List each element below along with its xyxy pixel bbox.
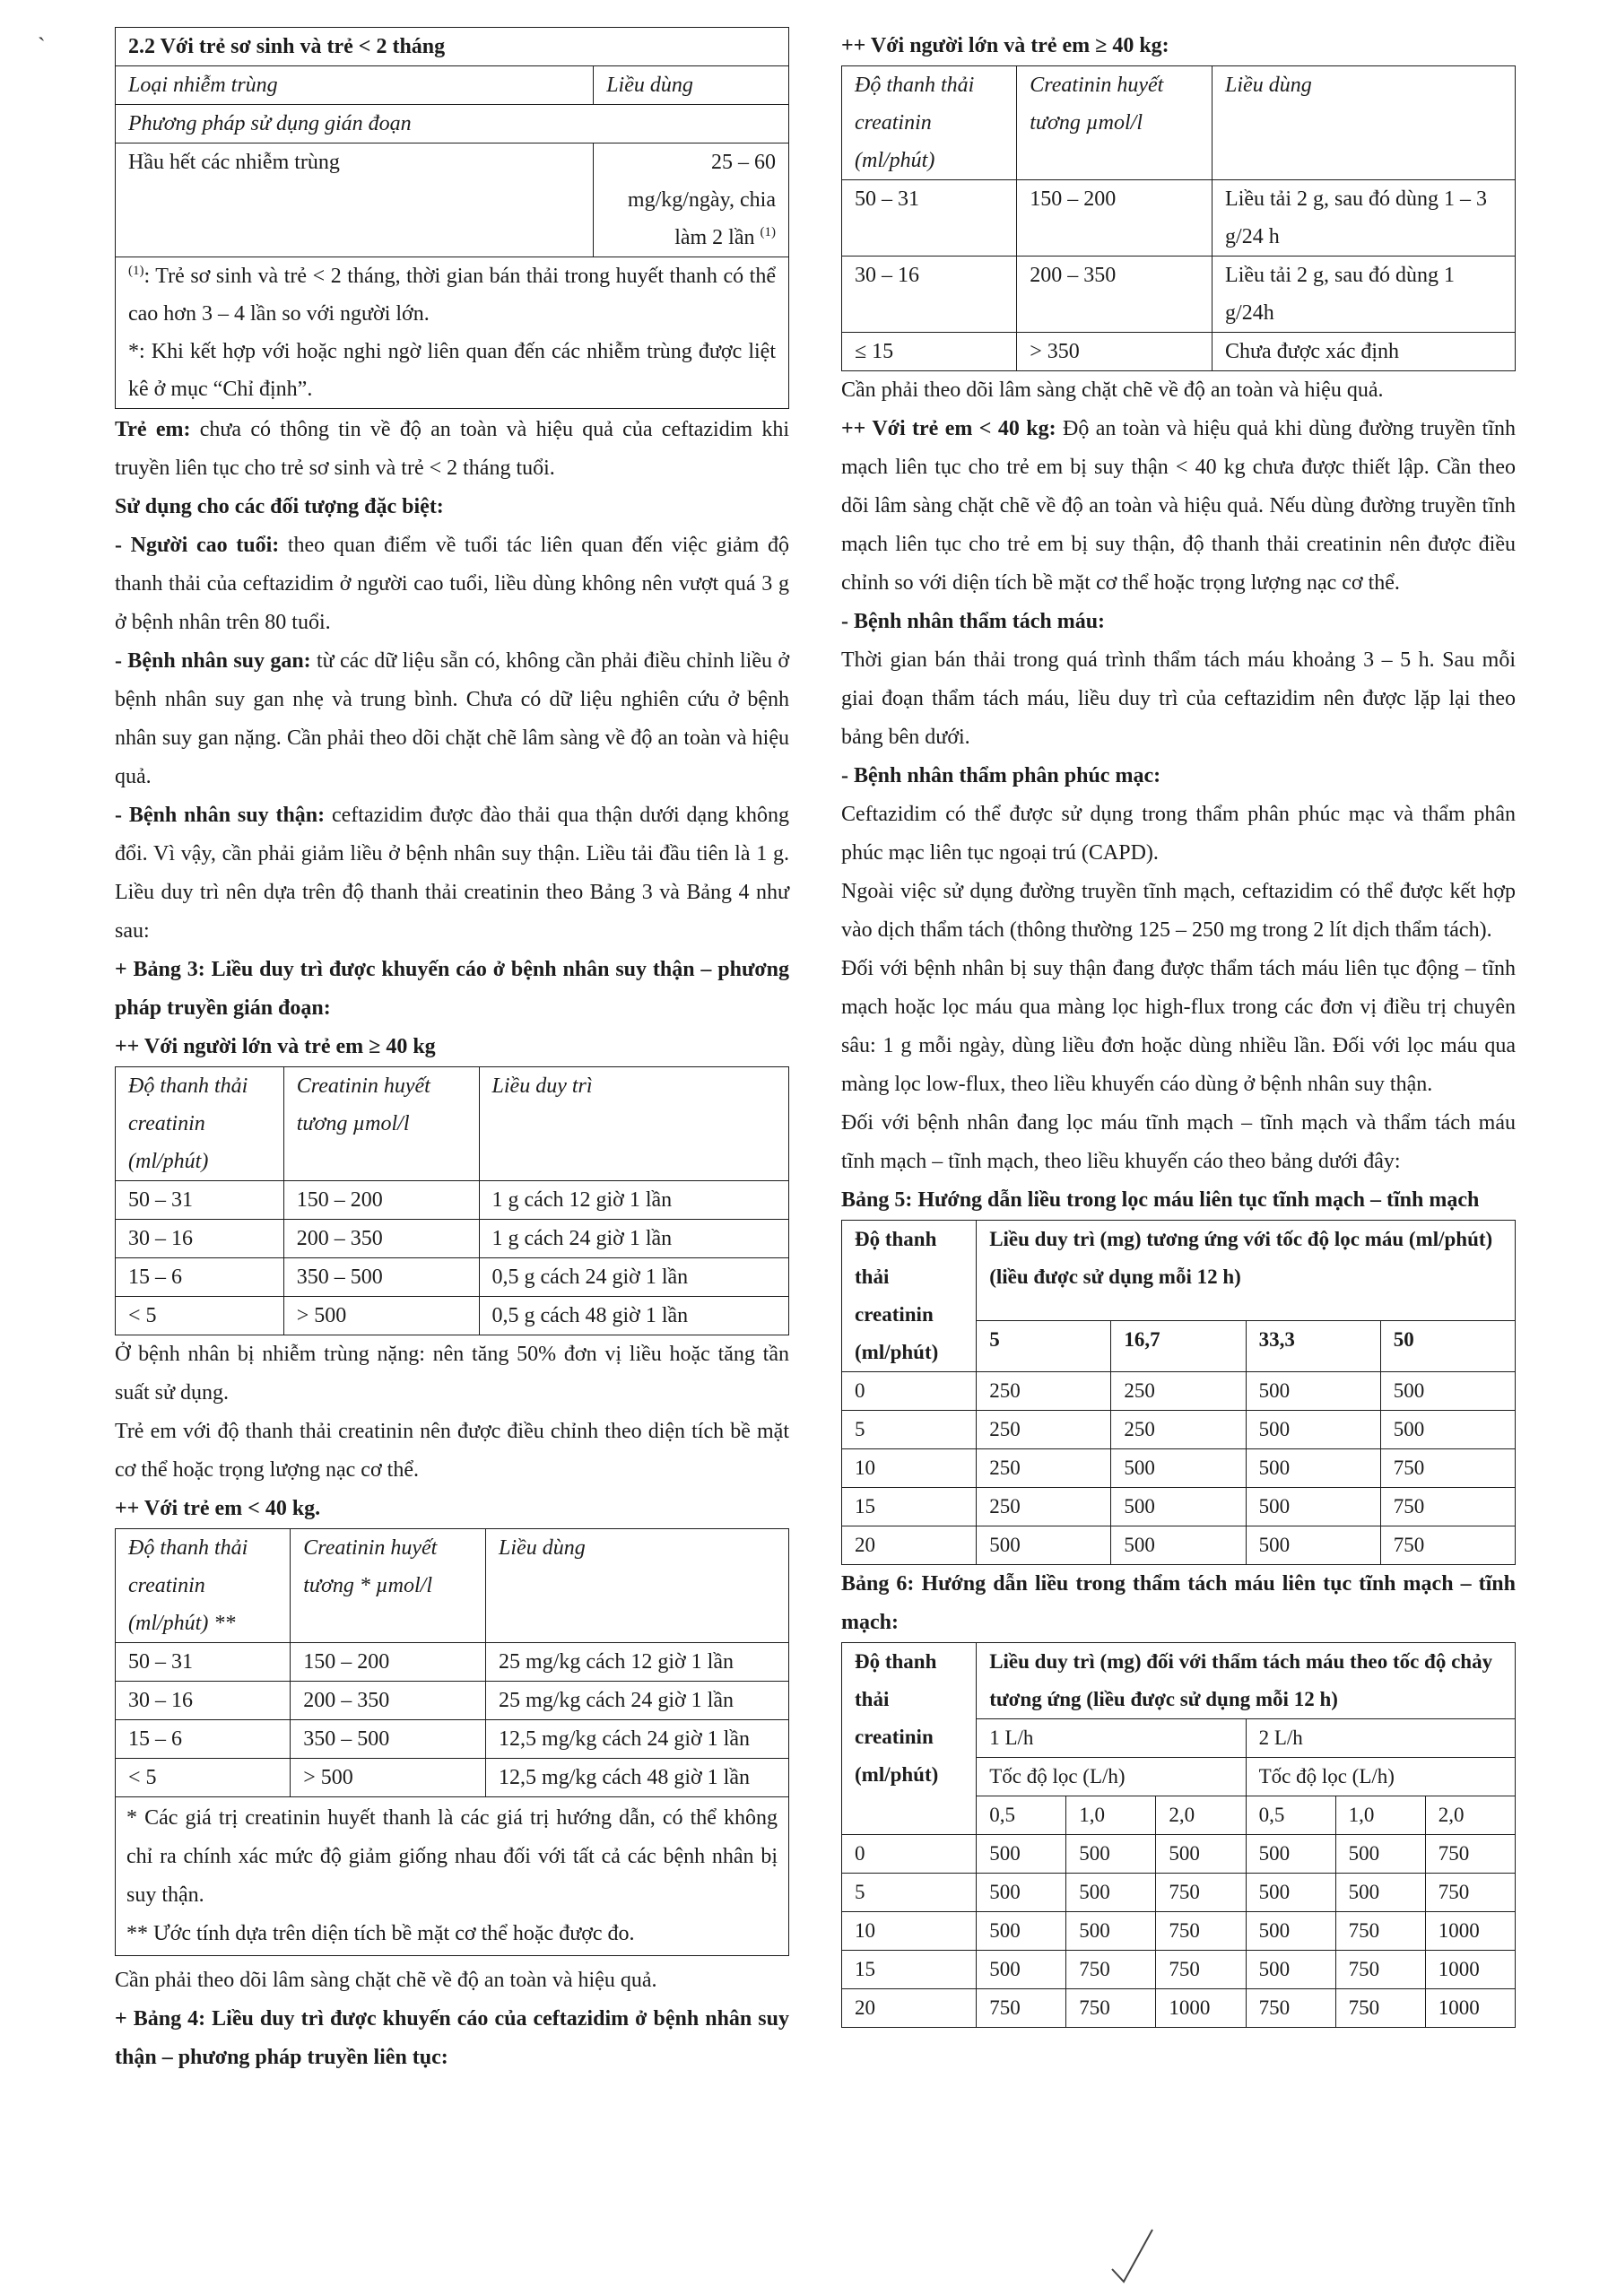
cell: 250 bbox=[977, 1372, 1111, 1411]
t6-header-dose: Liều duy trì (mg) đối với thẩm tách máu theo tốc độ chảy tương ứng (liều được sử dụng mỗi 12 h) bbox=[977, 1643, 1516, 1719]
peritoneal-text-1: Ceftazidim có thể được sử dụng trong thẩm phân phúc mạc và thẩm phân phúc mạc liên tục ngoại trú (CAPD). bbox=[841, 803, 1516, 865]
cell: 12,5 mg/kg cách 24 giờ 1 lần bbox=[486, 1720, 789, 1759]
cell: 500 bbox=[977, 1526, 1111, 1565]
cell: > 350 bbox=[1017, 333, 1213, 371]
cell: 750 bbox=[1425, 1874, 1515, 1912]
cell: 1 g cách 12 giờ 1 lần bbox=[479, 1181, 788, 1220]
cell: 25 mg/kg cách 12 giờ 1 lần bbox=[486, 1643, 789, 1682]
table-row bbox=[842, 1488, 1516, 1526]
table-row bbox=[842, 1372, 1516, 1411]
t3c-header-creatinine: Creatinin huyết tương * µmol/l bbox=[291, 1529, 486, 1643]
t6-col: 0,5 bbox=[977, 1796, 1066, 1835]
cell: 15 – 6 bbox=[116, 1258, 284, 1297]
severe-infection-note: Ở bệnh nhân bị nhiễm trùng nặng: nên tăng 50% đơn vị liều hoặc tăng tần suất sử dụng. bbox=[115, 1343, 789, 1405]
cell: 50 – 31 bbox=[842, 180, 1017, 257]
table-3-child-title: ++ Với trẻ em < 40 kg. bbox=[115, 1497, 321, 1520]
cell: 1000 bbox=[1156, 1989, 1246, 2028]
cell: 12,5 mg/kg cách 48 giờ 1 lần bbox=[486, 1759, 789, 1797]
cell: 30 – 16 bbox=[842, 257, 1017, 333]
cell: 20 bbox=[842, 1989, 977, 2028]
special-populations-title: Sử dụng cho các đối tượng đặc biệt: bbox=[115, 495, 444, 518]
peritoneal-text-2: Ngoài việc sử dụng đường truyền tĩnh mạch, ceftazidim có thể được kết hợp vào dịch thẩm tách (thông thường 125 – 250 mg trong 2 lít dịch thẩm tách). bbox=[841, 880, 1516, 942]
dose-footnote-ref: (1) bbox=[760, 225, 776, 239]
table-row bbox=[842, 1874, 1516, 1912]
cell: 750 bbox=[1335, 1951, 1425, 1989]
t5-col-rate: 5 bbox=[977, 1321, 1111, 1372]
table-3-title: + Bảng 3: Liều duy trì được khuyến cáo ở bệnh nhân suy thận – phương pháp truyền gián đoạn: bbox=[115, 958, 789, 1020]
cell: 500 bbox=[1156, 1835, 1246, 1874]
cell: 1 g cách 24 giờ 1 lần bbox=[479, 1220, 788, 1258]
t5-col-rate: 33,3 bbox=[1246, 1321, 1380, 1372]
cell: 500 bbox=[1246, 1526, 1380, 1565]
renal-label: - Bệnh nhân suy thận: bbox=[115, 804, 326, 827]
cell: 0,5 g cách 24 giờ 1 lần bbox=[479, 1258, 788, 1297]
t6-sub-rate-1: Tốc độ lọc (L/h) bbox=[977, 1758, 1246, 1796]
table-3-child-notes bbox=[115, 1797, 789, 1956]
table-row bbox=[116, 1220, 789, 1258]
table-5 bbox=[841, 1220, 1516, 1565]
cell: 500 bbox=[1335, 1835, 1425, 1874]
elderly-text: theo quan điểm về tuổi tác liên quan đến việc giảm độ thanh thải của ceftazidim ở người cao tuổi, liều dùng không nên vượt quá 3 g ở bệnh nhân trên 80 tuổi. bbox=[115, 534, 789, 634]
t6-sub-rate-2: Tốc độ lọc (L/h) bbox=[1246, 1758, 1515, 1796]
cell: 150 – 200 bbox=[1017, 180, 1213, 257]
t6-group-2lh: 2 L/h bbox=[1246, 1719, 1515, 1758]
t5-col-rate: 50 bbox=[1380, 1321, 1515, 1372]
cell: 500 bbox=[1246, 1372, 1380, 1411]
dose-line-3-text: làm 2 lần bbox=[674, 226, 755, 249]
cell: 750 bbox=[1246, 1989, 1335, 2028]
dose-cell bbox=[594, 144, 789, 257]
cell: 30 – 16 bbox=[116, 1220, 284, 1258]
intermittent-method: Phương pháp sử dụng gián đoạn bbox=[116, 105, 789, 144]
t6-col: 1,0 bbox=[1066, 1796, 1156, 1835]
cell: 200 – 350 bbox=[1017, 257, 1213, 333]
cell: 750 bbox=[1335, 1912, 1425, 1951]
t4a-header-creatinine: Creatinin huyết tương µmol/l bbox=[1017, 66, 1213, 180]
peritoneal-text-3: Đối với bệnh nhân bị suy thận đang được thẩm tách máu liên tục động – tĩnh mạch hoặc lọc máu qua màng lọc high-flux trong các đơn vị điều trị chuyên sâu: 1 g mỗi ngày, dùng liều đơn hoặc dùng nhiều lần. Đối với lọc máu qua màng lọc low-flux, theo liều khuyến cáo dùng ở bệnh nhân suy thận. bbox=[841, 957, 1516, 1096]
table-row bbox=[116, 1720, 789, 1759]
cell: 750 bbox=[977, 1989, 1066, 2028]
table-row bbox=[842, 1989, 1516, 2028]
children-paragraph bbox=[115, 411, 789, 488]
scan-mark: ` bbox=[38, 33, 46, 59]
t6-col: 0,5 bbox=[1246, 1796, 1335, 1835]
cell: 5 bbox=[842, 1874, 977, 1912]
child-continuous-text: Độ an toàn và hiệu quả khi dùng đường truyền tĩnh mạch liên tục cho trẻ em bị suy thận < 40 kg chưa được thiết lập. Cần theo dõi lâm sàng chặt chẽ về độ an toàn và hiệu quả. Nếu dùng đường truyền tĩnh mạch liên tục cho trẻ em bị suy thận, độ thanh thải creatinin nên được điều chỉnh so với diện tích bề mặt cơ thể hoặc trọng lượng nạc cơ thể. bbox=[841, 417, 1516, 595]
cell: 500 bbox=[1246, 1912, 1335, 1951]
hepatic-label: - Bệnh nhân suy gan: bbox=[115, 649, 311, 673]
cell: 500 bbox=[1246, 1835, 1335, 1874]
cell: ≤ 15 bbox=[842, 333, 1017, 371]
monitor-note: Cần phải theo dõi lâm sàng chặt chẽ về độ an toàn và hiệu quả. bbox=[115, 1969, 657, 1992]
cell: 500 bbox=[977, 1912, 1066, 1951]
neonate-notes bbox=[116, 257, 789, 409]
table-3-adult-title: ++ Với người lớn và trẻ em ≥ 40 kg bbox=[115, 1035, 436, 1058]
estimate-note: ** Ước tính dựa trên diện tích bề mặt cơ thể hoặc được đo. bbox=[126, 1922, 635, 1945]
dose-line-2: mg/kg/ngày, chia bbox=[627, 188, 776, 212]
cell: 15 – 6 bbox=[116, 1720, 291, 1759]
hemodialysis-text: Thời gian bán thải trong quá trình thẩm tách máu khoảng 3 – 5 h. Sau mỗi giai đoạn thẩm tách máu, liều duy trì của ceftazidim nên được lặp lại theo bảng bên dưới. bbox=[841, 648, 1516, 749]
t6-col: 2,0 bbox=[1425, 1796, 1515, 1835]
cell: 500 bbox=[1111, 1449, 1246, 1488]
t5-header-clearance: Độ thanh thải creatinin (ml/phút) bbox=[842, 1221, 977, 1372]
table-row bbox=[116, 1643, 789, 1682]
cell: < 5 bbox=[116, 1297, 284, 1335]
hepatic-paragraph bbox=[115, 642, 789, 796]
cell: 250 bbox=[977, 1411, 1111, 1449]
children-text: chưa có thông tin về độ an toàn và hiệu quả của ceftazidim khi truyền liên tục cho trẻ sơ sinh và trẻ < 2 tháng tuổi. bbox=[115, 418, 790, 480]
cell: 500 bbox=[1066, 1912, 1156, 1951]
cell: 0 bbox=[842, 1372, 977, 1411]
cell: Liều tải 2 g, sau đó dùng 1 g/24h bbox=[1213, 257, 1516, 333]
cell: 15 bbox=[842, 1951, 977, 1989]
peritoneal-title: - Bệnh nhân thẩm phân phúc mạc: bbox=[841, 764, 1161, 787]
cell: 15 bbox=[842, 1488, 977, 1526]
t6-col: 1,0 bbox=[1335, 1796, 1425, 1835]
cell: > 500 bbox=[283, 1297, 479, 1335]
cell: 10 bbox=[842, 1912, 977, 1951]
table-row bbox=[842, 1411, 1516, 1449]
right-column bbox=[841, 27, 1516, 2028]
table-6-title: Bảng 6: Hướng dẫn liều trong thẩm tách máu liên tục tĩnh mạch – tĩnh mạch: bbox=[841, 1572, 1516, 1634]
table-row bbox=[116, 1297, 789, 1335]
t4a-header-dose: Liều dùng bbox=[1213, 66, 1516, 180]
neonate-dose-table bbox=[115, 27, 789, 409]
table-3-child bbox=[115, 1528, 789, 1797]
cell: 0 bbox=[842, 1835, 977, 1874]
table-4-adult bbox=[841, 65, 1516, 371]
t4a-header-clearance: Độ thanh thải creatinin (ml/phút) bbox=[842, 66, 1017, 180]
t3c-header-clearance: Độ thanh thải creatinin (ml/phút) ** bbox=[116, 1529, 291, 1643]
cell: 1000 bbox=[1425, 1989, 1515, 2028]
t5-header-dose: Liều duy trì (mg) tương ứng với tốc độ lọc máu (ml/phút) (liều được sử dụng mỗi 12 h) bbox=[977, 1221, 1516, 1321]
cell: 750 bbox=[1380, 1488, 1515, 1526]
cell: 750 bbox=[1425, 1835, 1515, 1874]
cell: 500 bbox=[1335, 1874, 1425, 1912]
t6-header-clearance: Độ thanh thải creatinin (ml/phút) bbox=[842, 1643, 977, 1835]
t3c-header-dose: Liều dùng bbox=[486, 1529, 789, 1643]
cell: 500 bbox=[1246, 1874, 1335, 1912]
hemodialysis-title: - Bệnh nhân thẩm tách máu: bbox=[841, 610, 1106, 633]
t5-col-rate: 16,7 bbox=[1111, 1321, 1246, 1372]
table-row bbox=[116, 1181, 789, 1220]
cell: 500 bbox=[1066, 1874, 1156, 1912]
dose-line-1: 25 – 60 bbox=[711, 151, 776, 174]
table-row bbox=[116, 1258, 789, 1297]
cell: 500 bbox=[1066, 1835, 1156, 1874]
cell: < 5 bbox=[116, 1759, 291, 1797]
cell: 1000 bbox=[1425, 1951, 1515, 1989]
cell: 500 bbox=[1246, 1449, 1380, 1488]
renal-text: ceftazidim được đào thải qua thận dưới dạng không đổi. Vì vậy, cần phải giảm liều ở bệnh nhân suy thận. Liều tải đầu tiên là 1 g. Liều duy trì nên dựa trên độ thanh thải creatinin theo Bảng 3 và Bảng 4 như sau: bbox=[115, 804, 789, 943]
cell: 500 bbox=[1111, 1526, 1246, 1565]
cell: 750 bbox=[1335, 1989, 1425, 2028]
monitor-note-right: Cần phải theo dõi lâm sàng chặt chẽ về độ an toàn và hiệu quả. bbox=[841, 378, 1384, 402]
cell: 250 bbox=[1111, 1411, 1246, 1449]
cell: Chưa được xác định bbox=[1213, 333, 1516, 371]
cell: 750 bbox=[1156, 1912, 1246, 1951]
left-column bbox=[115, 27, 789, 2077]
table-row bbox=[842, 1951, 1516, 1989]
cell: 25 mg/kg cách 24 giờ 1 lần bbox=[486, 1682, 789, 1720]
table-row bbox=[842, 180, 1516, 257]
creatinine-note: * Các giá trị creatinin huyết thanh là các giá trị hướng dẫn, có thể không chỉ ra chính xác mức độ giảm giống nhau đối với tất cả các bệnh nhân bị suy thận. bbox=[126, 1806, 778, 1907]
table-3-adult bbox=[115, 1066, 789, 1335]
cell: 20 bbox=[842, 1526, 977, 1565]
table-4-title: + Bảng 4: Liều duy trì được khuyến cáo của ceftazidim ở bệnh nhân suy thận – phương pháp truyền liên tục: bbox=[115, 2007, 789, 2069]
footnote-star: *: Khi kết hợp với hoặc nghi ngờ liên quan đến các nhiễm trùng được liệt kê ở mục “Chỉ định”. bbox=[128, 340, 776, 401]
infection-cell: Hầu hết các nhiễm trùng bbox=[116, 144, 594, 257]
cell: 1000 bbox=[1425, 1912, 1515, 1951]
t3a-header-clearance: Độ thanh thải creatinin (ml/phút) bbox=[116, 1067, 284, 1181]
cell: 30 – 16 bbox=[116, 1682, 291, 1720]
child-continuous-paragraph bbox=[841, 410, 1516, 603]
cell: 500 bbox=[1380, 1411, 1515, 1449]
cell: 200 – 350 bbox=[283, 1220, 479, 1258]
cell: 750 bbox=[1380, 1526, 1515, 1565]
table-row bbox=[842, 333, 1516, 371]
cell: Liều tải 2 g, sau đó dùng 1 – 3 g/24 h bbox=[1213, 180, 1516, 257]
t3a-header-dose: Liều duy trì bbox=[479, 1067, 788, 1181]
cell: 0,5 g cách 48 giờ 1 lần bbox=[479, 1297, 788, 1335]
footnote-1: : Trẻ sơ sinh và trẻ < 2 tháng, thời gian bán thải trong huyết thanh có thể cao hơn 3 – 4 lần so với người lớn. bbox=[128, 265, 776, 326]
table-row bbox=[842, 1835, 1516, 1874]
cell: 750 bbox=[1066, 1989, 1156, 2028]
t3a-header-creatinine: Creatinin huyết tương µmol/l bbox=[283, 1067, 479, 1181]
cell: 500 bbox=[1380, 1372, 1515, 1411]
table-row bbox=[842, 1449, 1516, 1488]
table-row bbox=[842, 1526, 1516, 1565]
cell: 350 – 500 bbox=[283, 1258, 479, 1297]
cell: 150 – 200 bbox=[291, 1643, 486, 1682]
cell: 50 – 31 bbox=[116, 1181, 284, 1220]
peritoneal-text-4: Đối với bệnh nhân đang lọc máu tĩnh mạch – tĩnh mạch và thẩm tách máu tĩnh mạch – tĩnh mạch, theo liều khuyến cáo theo bảng dưới đây: bbox=[841, 1111, 1516, 1173]
t6-group-1lh: 1 L/h bbox=[977, 1719, 1246, 1758]
header-dose: Liều dùng bbox=[594, 66, 789, 105]
cell: 250 bbox=[1111, 1372, 1246, 1411]
elderly-label: - Người cao tuổi: bbox=[115, 534, 280, 557]
cell: 250 bbox=[977, 1488, 1111, 1526]
cell: 750 bbox=[1156, 1951, 1246, 1989]
cell: 750 bbox=[1066, 1951, 1156, 1989]
dose-line-3 bbox=[606, 219, 776, 257]
table-4-adult-title: ++ Với người lớn và trẻ em ≥ 40 kg: bbox=[841, 34, 1169, 57]
renal-paragraph bbox=[115, 796, 789, 951]
t6-col: 2,0 bbox=[1156, 1796, 1246, 1835]
table-5-title: Bảng 5: Hướng dẫn liều trong lọc máu liên tục tĩnh mạch – tĩnh mạch bbox=[841, 1188, 1480, 1212]
elderly-paragraph bbox=[115, 526, 789, 642]
table-6 bbox=[841, 1642, 1516, 2028]
cell: 500 bbox=[977, 1874, 1066, 1912]
cell: 50 – 31 bbox=[116, 1643, 291, 1682]
cell: 500 bbox=[1246, 1951, 1335, 1989]
children-label: Trẻ em: bbox=[115, 418, 191, 441]
header-infection-type: Loại nhiễm trùng bbox=[116, 66, 594, 105]
cell: 250 bbox=[977, 1449, 1111, 1488]
cell: > 500 bbox=[291, 1759, 486, 1797]
table-row bbox=[842, 257, 1516, 333]
check-mark-icon bbox=[1108, 2224, 1161, 2287]
cell: 500 bbox=[977, 1835, 1066, 1874]
table-row bbox=[116, 1682, 789, 1720]
table-row bbox=[116, 1759, 789, 1797]
table-row bbox=[842, 1912, 1516, 1951]
hepatic-text: từ các dữ liệu sẵn có, không cần phải điều chỉnh liều ở bệnh nhân suy gan nhẹ và trung bình. Chưa có dữ liệu nghiên cứu ở bệnh nhân suy gan nặng. Cần phải theo dõi chặt chẽ lâm sàng về độ an toàn và hiệu quả. bbox=[115, 649, 790, 788]
cell: 500 bbox=[1246, 1488, 1380, 1526]
section-2-2-title: 2.2 Với trẻ sơ sinh và trẻ < 2 tháng bbox=[116, 28, 789, 66]
cell: 500 bbox=[1111, 1488, 1246, 1526]
cell: 350 – 500 bbox=[291, 1720, 486, 1759]
children-adjust-note: Trẻ em với độ thanh thải creatinin nên được điều chỉnh theo diện tích bề mặt cơ thể hoặc trọng lượng nạc cơ thể. bbox=[115, 1420, 789, 1482]
cell: 500 bbox=[1246, 1411, 1380, 1449]
cell: 500 bbox=[977, 1951, 1066, 1989]
cell: 150 – 200 bbox=[283, 1181, 479, 1220]
cell: 5 bbox=[842, 1411, 977, 1449]
cell: 200 – 350 bbox=[291, 1682, 486, 1720]
cell: 750 bbox=[1380, 1449, 1515, 1488]
child-continuous-label: ++ Với trẻ em < 40 kg: bbox=[841, 417, 1056, 440]
cell: 10 bbox=[842, 1449, 977, 1488]
footnote-1-marker: (1) bbox=[128, 264, 144, 278]
cell: 750 bbox=[1156, 1874, 1246, 1912]
